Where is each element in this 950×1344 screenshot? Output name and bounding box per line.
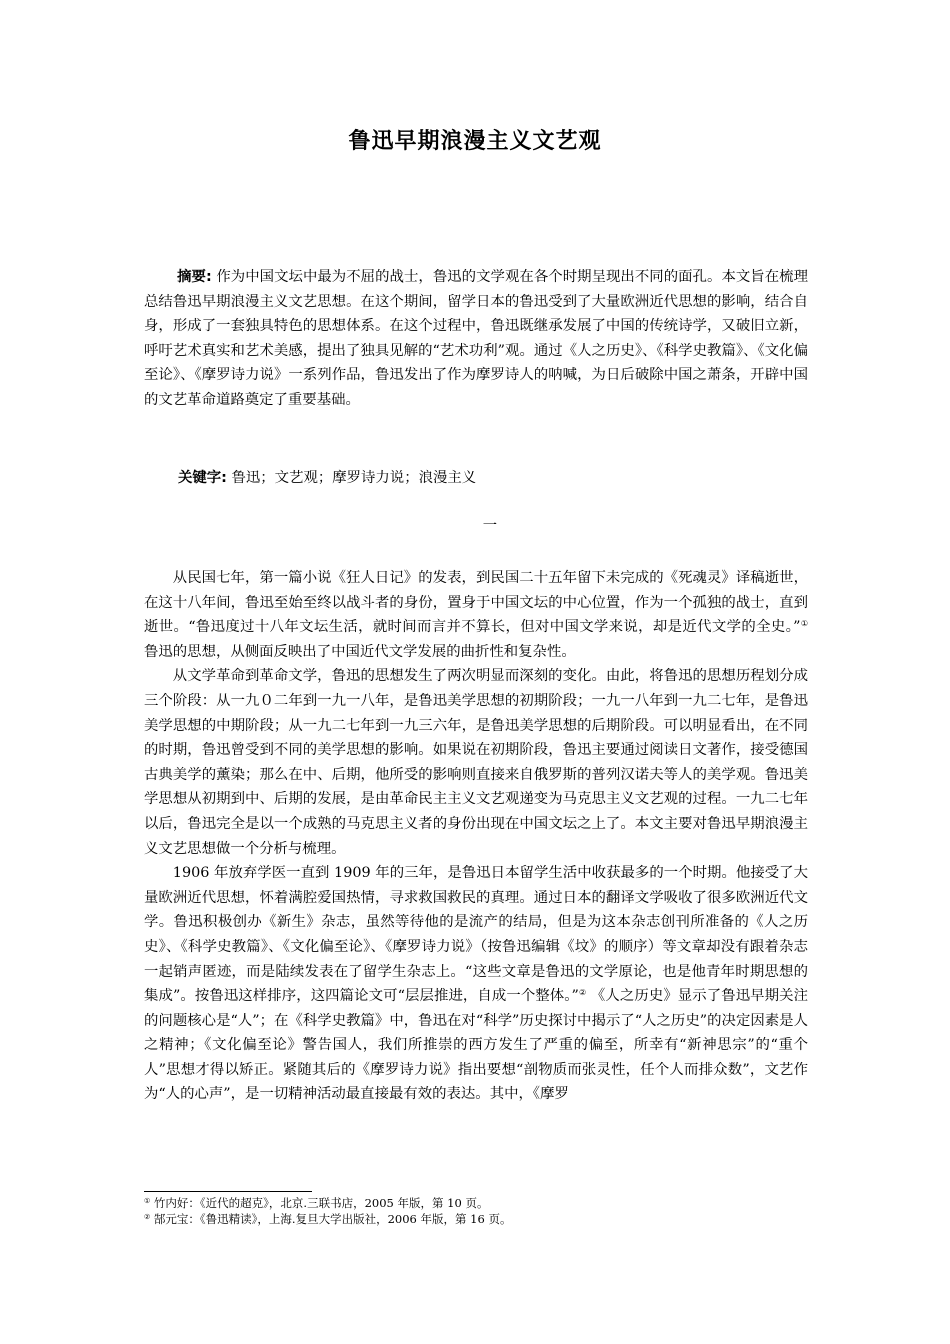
keywords-label: 关键字: <box>178 470 227 486</box>
footnote-divider <box>144 1191 312 1192</box>
section-number: 一 <box>482 518 498 534</box>
keywords-text: 鲁迅；文艺观；摩罗诗力说；浪漫主义 <box>226 470 477 486</box>
main-text <box>144 566 808 1107</box>
footnote: ② 郜元宝：《鲁迅精读》，上海.复旦大学出版社，2006 年版，第 16 页。 <box>144 1212 512 1226</box>
footnote-ref[interactable]: ① <box>800 619 808 629</box>
document-title: 鲁迅早期浪漫主义文艺观 <box>348 129 602 154</box>
paragraph: 1906 年放弃学医一直到 1909 年的三年，是鲁迅日本留学生活中收获最多的一个时期。他接受了大量欧洲近代思想，怀着满腔爱国热情，寻求救国救民的真理。通过日本的翻译文学吸收了很多欧洲近代文学。鲁迅积极创办《新生》杂志，虽然等待他的是流产的结局，但是为这本杂志创刊所准备的《人之历史》、《科学史教篇》、《文化偏至论》、《摩罗诗力说》（按鲁迅编辑《坟》的顺序）等文章却没有跟着杂志一起销声匿迹，而是陆续发表在了留学生杂志上。“这些文章是鲁迅的文学原论，也是他青年时期思想的集成”。按鲁迅这样排序，这四篇论文可“层层推进，自成一个整体。”② 《人之历史》显示了鲁迅早期关注的问题核心是“人”；在《科学史教篇》中，鲁迅在对“科学”历史探讨中揭示了“人之历史”的决定因素是人之精神；《文化偏至论》警告国人，我们所推崇的西方发生了严重的偏至，所幸有“新神思宗”的“重个人”思想才得以矫正。紧随其后的《摩罗诗力说》指出要想“剖物质而张灵性，任个人而排众数”，文艺作为“人的心声”，是一切精神活动最直接最有效的表达。其中，《摩罗 <box>144 865 809 1103</box>
paragraph: 从文学革命到革命文学，鲁迅的思想发生了两次明显而深刻的变化。由此，将鲁迅的思想历程划分成三个阶段：从一九０二年到一九一八年，是鲁迅美学思想的初期阶段；一九一八年到一九二七年，是鲁迅美学思想的中期阶段；从一九二七年到一九三六年，是鲁迅美学思想的后期阶段。可以明显看出，在不同的时期，鲁迅曾受到不同的美学思想的影响。如果说在初期阶段，鲁迅主要通过阅读日文著作，接受德国古典美学的薰染；那么在中、后期，他所受的影响则直接来自俄罗斯的普列汉诺夫等人的美学观。鲁迅美学思想从初期到中、后期的发展，是由革命民主主义文艺观递变为马克思主义文艺观的过程。一九二七年以后，鲁迅完全是以一个成熟的马克思主义者的身份出现在中国文坛之上了。本文主要对鲁迅早期浪漫主义文艺思想做一个分析与梳理。 <box>144 668 808 857</box>
footnote-ref[interactable]: ② <box>578 988 587 998</box>
abstract-label: 摘要: <box>177 269 212 285</box>
keywords <box>178 466 476 487</box>
paragraph: 从民国七年，第一篇小说《狂人日记》的发表，到民国二十五年留下未完成的《死魂灵》译稿逝世，在这十八年间，鲁迅至始至终以战斗者的身份，置身于中国文坛的中心位置，作为一个孤独的战士，直到逝世。“鲁迅度过十八年文坛生活，就时间而言并不算长，但对中国文学来说，却是近代文学的全史。”① 鲁迅的思想，从侧面反映出了中国近代文学发展的曲折性和复杂性。 <box>144 570 808 660</box>
abstract-text: 作为中国文坛中最为不屈的战士，鲁迅的文学观在各个时期呈现出不同的面孔。本文旨在梳理总结鲁迅早期浪漫主义文艺思想。在这个期间，留学日本的鲁迅受到了大量欧洲近代思想的影响，结合自身，形成了一套独具特色的思想体系。在这个过程中，鲁迅既继承发展了中国的传统诗学，又破旧立新，呼吁艺术真实和艺术美感，提出了独具见解的“艺术功利”观。通过《人之历史》、《科学史教篇》、《文化偏至论》、《摩罗诗力说》一系列作品，鲁迅发出了作为摩罗诗人的呐喊，为日后破除中国之萧条，开辟中国的文艺革命道路奠定了重要基础。 <box>144 269 808 408</box>
abstract <box>144 265 808 413</box>
footnote: ① 竹内好：《近代的超克》，北京.三联书店，2005 年版，第 10 页。 <box>144 1196 489 1210</box>
footnotes <box>144 1195 511 1227</box>
